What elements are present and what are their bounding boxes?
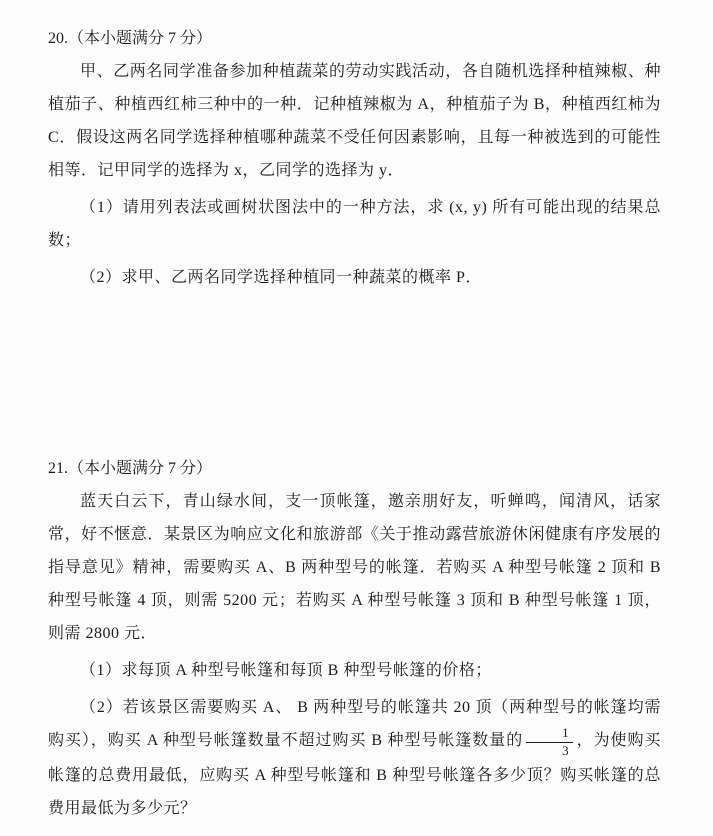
problem-20-intro: 甲、乙两名同学准备参加种植蔬菜的劳动实践活动，各自随机选择种植辣椒、种植茄子、种植西红柿三种中的一种．记种植辣椒为 A，种植茄子为 B，种植西红柿为 C．假设这两名同学选择种植哪种蔬菜不受任何因素影响，且每一种被选到的可能性相等．记甲同学的选择为 x，乙同学的选择为 y． bbox=[48, 63, 661, 179]
fraction-denominator: 3 bbox=[562, 743, 570, 758]
problem-20-part-2: （2）求甲、乙两名同学选择种植同一种蔬菜的概率 P． bbox=[80, 269, 482, 286]
problem-21-part-2-text-after: ，为使购买帐篷的总费用最低，应购买 A 种型号帐篷和 B 种型号帐篷各多少顶？购买帐篷的总费用最低为多少元？ bbox=[48, 732, 661, 817]
problem-21 bbox=[48, 452, 661, 825]
problem-20-heading: 20.（本小题满分 7 分） bbox=[48, 30, 213, 47]
problem-21-part-2 bbox=[48, 691, 661, 825]
problem-21-part-2-text-before: （2）若该景区需要购买 A、 B 两种型号的帐篷共 20 顶（两种型号的帐篷均需购买），购买 A 种型号帐篷数量不超过购买 B 种型号帐篷数量的 bbox=[48, 699, 661, 749]
problem-21-heading: 21.（本小题满分 7 分） bbox=[48, 460, 213, 477]
fraction-numerator: 1 bbox=[526, 726, 573, 743]
problem-20 bbox=[48, 22, 661, 294]
fraction-one-third bbox=[526, 726, 573, 759]
problem-21-part-1: （1）求每顶 A 种型号帐篷和每顶 B 种型号帐篷的价格； bbox=[80, 662, 492, 679]
problem-21-intro: 蓝天白云下，青山绿水间，支一顶帐篷，邀亲朋好友，听蝉鸣，闻清风，话家常，好不惬意．某景区为响应文化和旅游部《关于推动露营旅游休闲健康有序发展的指导意见》精神，需要购买 A、B 两种型号的帐篷．若购买 A 种型号帐篷 2 顶和 B 种型号帐篷 4 顶，则需 5200 元；若购买 A 种型号帐篷 3 顶和 B 种型号帐篷 1 顶，则需 2800 元． bbox=[48, 493, 661, 642]
problem-20-part-1: （1）请用列表法或画树状图法中的一种方法，求 (x, y) 所有可能出现的结果总数； bbox=[48, 199, 661, 249]
